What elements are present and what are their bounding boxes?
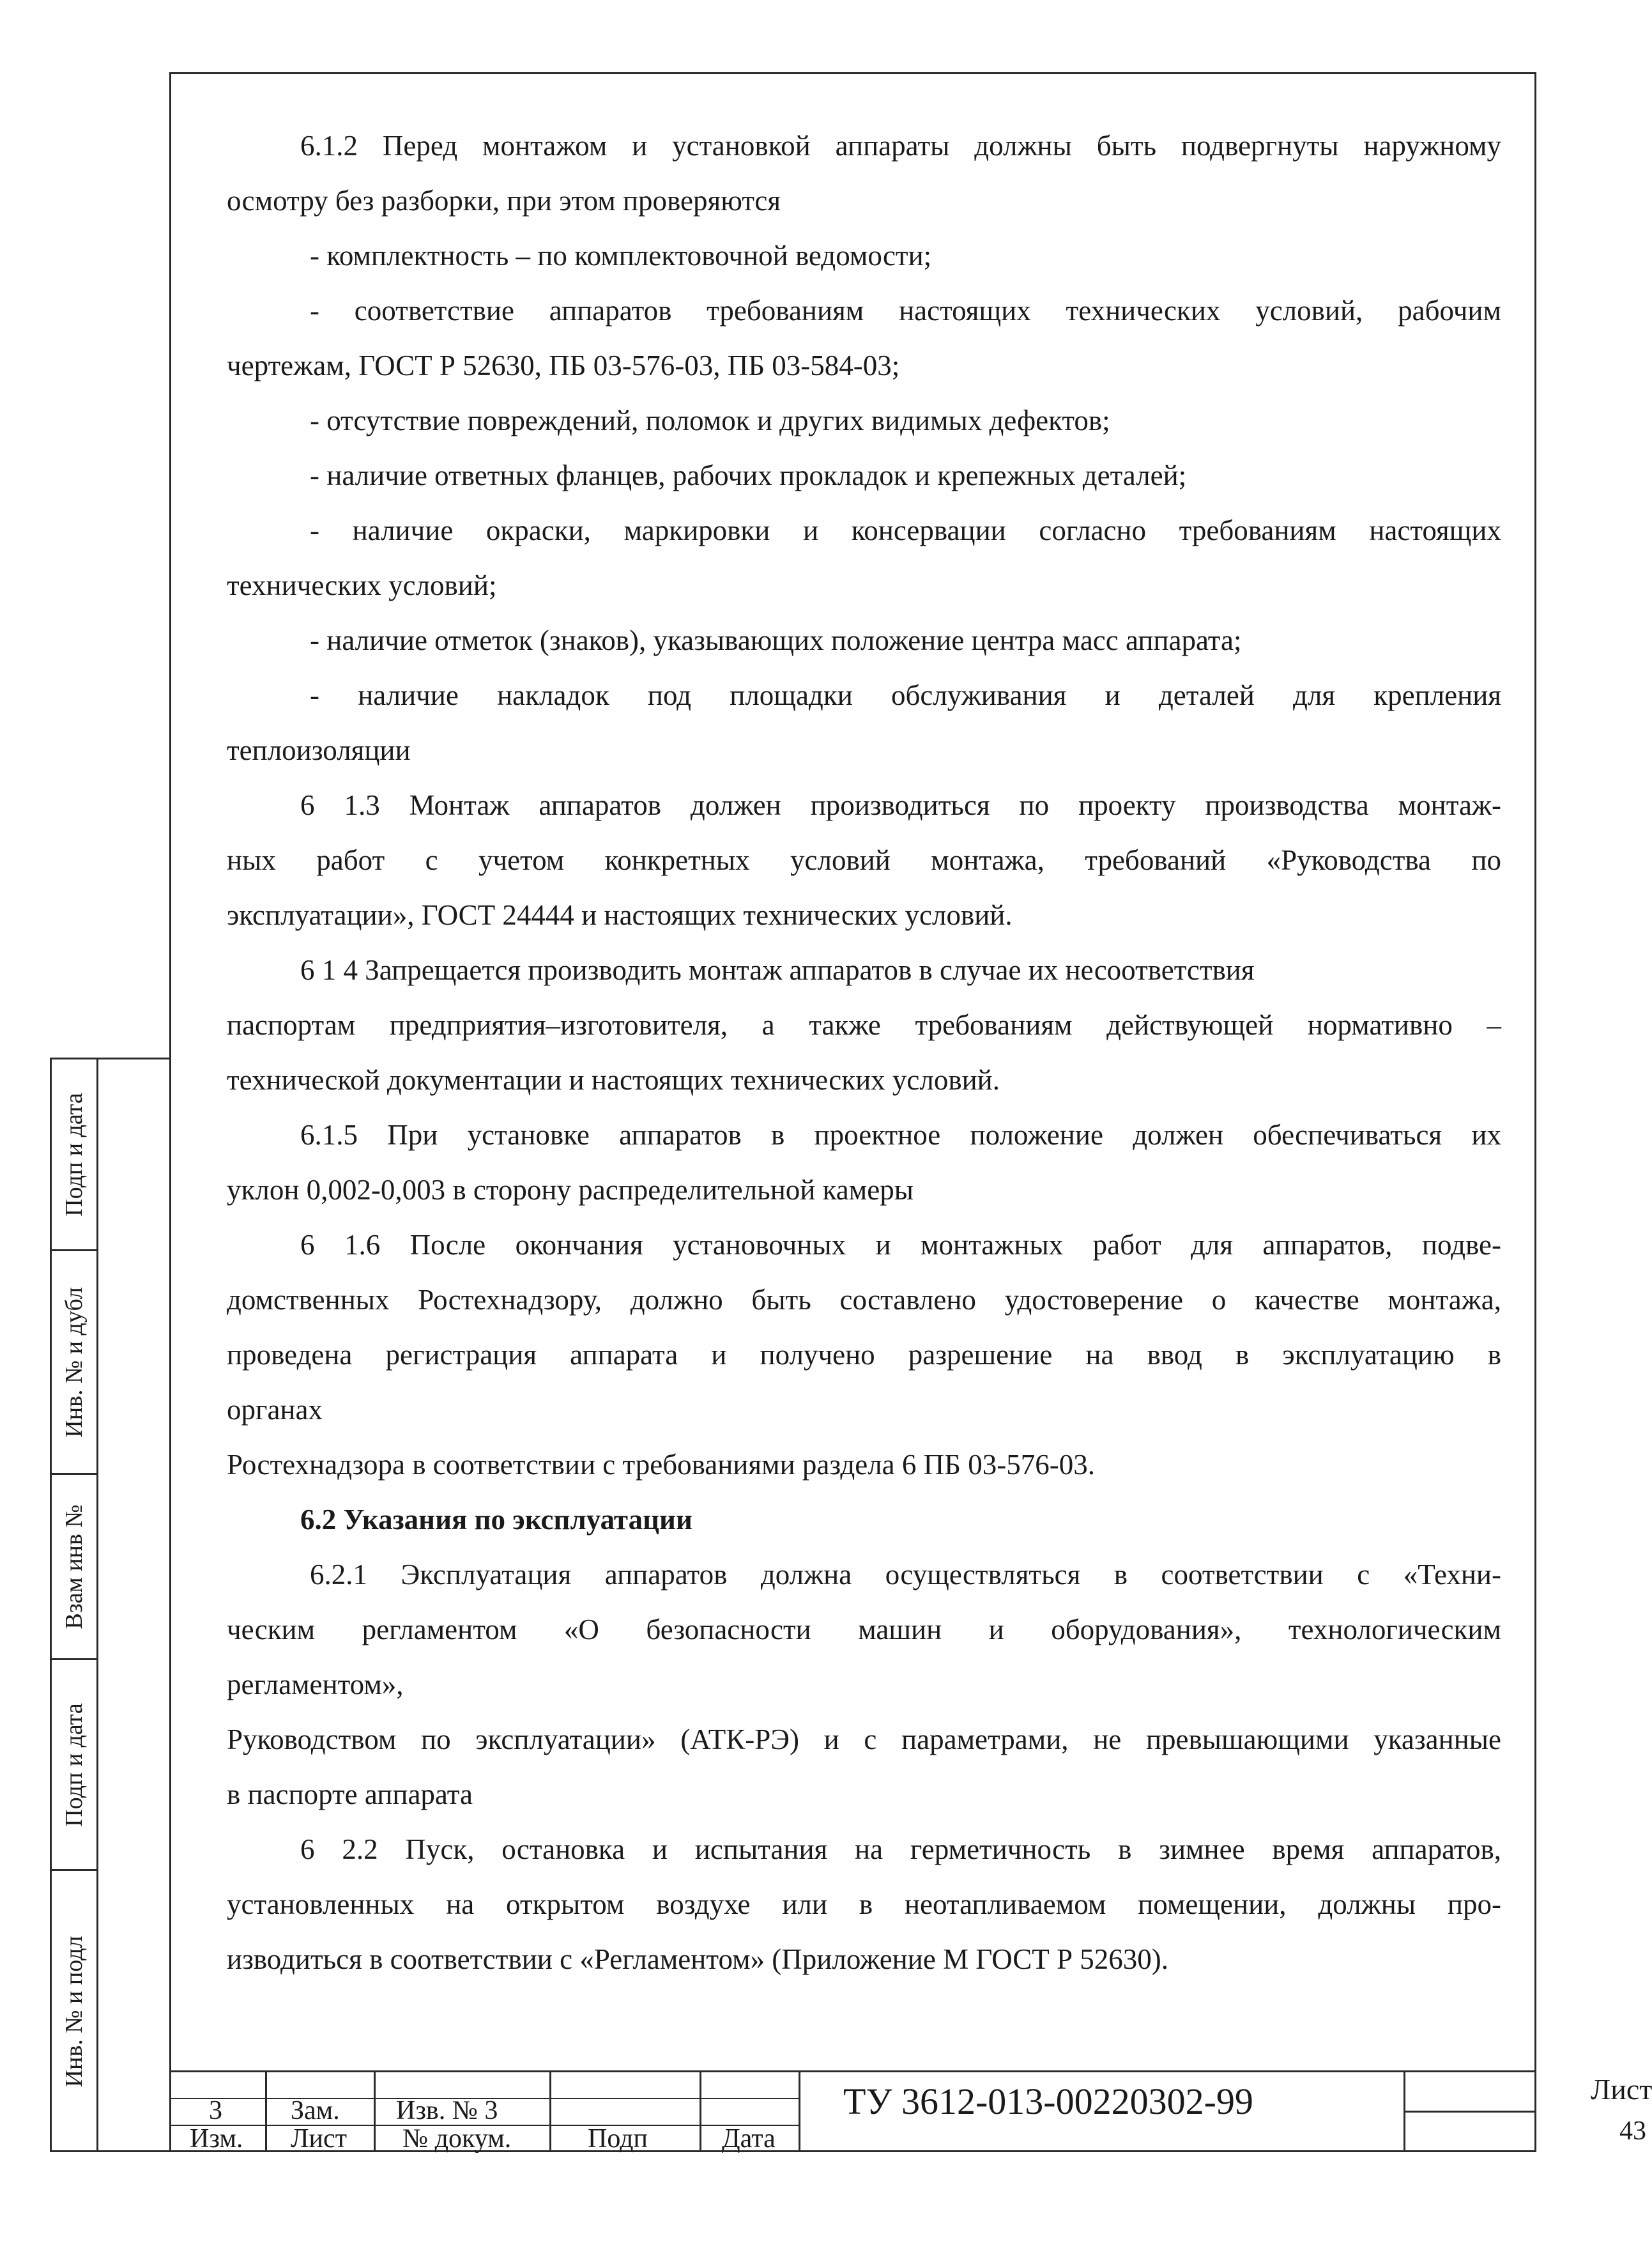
list-item: - наличие окраски, маркировки и консервации согласно требованиям настоящих	[310, 514, 1501, 546]
text-line: эксплуатации», ГОСТ 24444 и настоящих технических условий.	[227, 899, 1013, 931]
text-line: теплоизоляции	[227, 734, 411, 766]
text-line: 6 2.2 Пуск, остановка и испытания на герметичность в зимнее время аппаратов,	[300, 1833, 1501, 1865]
column-label-document: № докум.	[402, 2124, 512, 2153]
list-item: - отсутствие повреждений, поломок и других видимых дефектов;	[310, 404, 1110, 436]
section-heading: 6.2 Указания по эксплуатации	[300, 1504, 692, 1536]
title-block-col-divider	[700, 2072, 701, 2152]
text-line: регламентом»,	[227, 1668, 404, 1700]
text-line: 6.2.1 Эксплуатация аппаратов должна осуществляться в соответствии с «Техни-	[310, 1559, 1501, 1590]
change-document: Изв. № 3	[396, 2096, 498, 2125]
side-cell-inv-duplicate	[52, 1251, 96, 1475]
list-item: - наличие отметок (знаков), указывающих положение центра масс аппарата;	[310, 624, 1242, 656]
text-line: ных работ с учетом конкретных условий монтажа, требований «Руководства по	[227, 844, 1501, 876]
title-block	[169, 2070, 1652, 2153]
title-block-col-divider	[265, 2072, 267, 2152]
side-label-signature-date-1: Подп и дата	[61, 1092, 88, 1217]
column-label-signature: Подп	[588, 2124, 648, 2153]
list-item: - наличие накладок под площадки обслуживания и деталей для крепления	[310, 679, 1501, 711]
text-line: технической документации и настоящих технических условий.	[227, 1064, 1000, 1096]
list-item: - комплектность – по комплектовочной ведомости;	[310, 240, 932, 272]
side-stamp-divider	[96, 1059, 98, 2150]
side-cell-replacement-inv	[52, 1475, 96, 1660]
text-line: домственных Ростехнадзору, должно быть составлено удостоверение о качестве монтажа,	[227, 1284, 1501, 1316]
text-line: технических условий;	[227, 569, 497, 601]
change-type: Зам.	[291, 2096, 340, 2125]
column-label-sheet: Лист	[291, 2124, 347, 2153]
text-line: 6 1.6 После окончания установочных и монтажных работ для аппаратов, подве-	[300, 1229, 1501, 1261]
column-label-change: Изм.	[190, 2124, 243, 2153]
side-cell-signature-date-1	[52, 1059, 96, 1251]
text-line: ческим регламентом «О безопасности машин и оборудования», технологическим	[227, 1613, 1501, 1645]
list-item: - наличие ответных фланцев, рабочих прокладок и крепежных деталей;	[310, 459, 1187, 491]
text-line: Ростехнадзора в соответствии с требованиями раздела 6 ПБ 03-576-03.	[227, 1449, 1095, 1481]
title-block-rule	[1403, 2111, 1536, 2113]
side-stamp	[50, 1058, 169, 2152]
text-line: изводиться в соответствии с «Регламентом» (Приложение М ГОСТ Р 52630).	[227, 1943, 1169, 1975]
title-block-col-divider	[799, 2072, 800, 2152]
text-line: уклон 0,002-0,003 в сторону распределительной камеры	[227, 1174, 914, 1206]
side-label-inv-duplicate: Инв. № и дубл	[61, 1286, 88, 1438]
text-line: 6.1.5 При установке аппаратов в проектное положение должен обеспечиваться их	[300, 1119, 1501, 1151]
change-number: 3	[209, 2096, 222, 2125]
document-code: ТУ 3612-013-00220302-99	[843, 2081, 1253, 2122]
list-item: - соответствие аппаратов требованиям настоящих технических условий, рабочим	[310, 295, 1501, 327]
side-cell-inv-original	[52, 1871, 96, 2152]
text-line: осмотру без разборки, при этом проверяются	[227, 185, 781, 217]
text-line: проведена регистрация аппарата и получено разрешение на ввод в эксплуатацию в	[227, 1339, 1501, 1371]
text-line: органах	[227, 1394, 323, 1426]
side-label-replacement-inv: Взам инв №	[61, 1504, 88, 1629]
text-line: 6 1 4 Запрещается производить монтаж аппаратов в случае их несоответствия	[300, 954, 1255, 986]
text-line: в паспорте аппарата	[227, 1778, 473, 1810]
sheet-label: Лист	[1591, 2073, 1652, 2106]
title-block-col-divider	[549, 2072, 551, 2152]
text-line: 6.1.2 Перед монтажом и установкой аппараты должны быть подвергнуты наружному	[300, 130, 1501, 162]
side-label-inv-original: Инв. № и подл	[61, 1936, 88, 2088]
title-block-col-divider	[374, 2072, 376, 2152]
text-line: установленных на открытом воздухе или в неотапливаемом помещении, должны про-	[227, 1888, 1501, 1920]
text-line: чертежам, ГОСТ Р 52630, ПБ 03-576-03, ПБ 03-584-03;	[227, 350, 900, 381]
sheet-number: 43	[1619, 2116, 1646, 2146]
side-label-signature-date-2: Подп и дата	[61, 1702, 88, 1827]
text-line: 6 1.3 Монтаж аппаратов должен производиться по проекту производства монтаж-	[300, 789, 1501, 821]
side-cell-signature-date-2	[52, 1660, 96, 1871]
text-line: Руководством по эксплуатации» (АТК-РЭ) и с параметрами, не превышающими указанные	[227, 1723, 1501, 1755]
column-label-date: Дата	[722, 2124, 776, 2153]
text-line: паспортам предприятия–изготовителя, а также требованиям действующей нормативно –	[227, 1009, 1501, 1041]
